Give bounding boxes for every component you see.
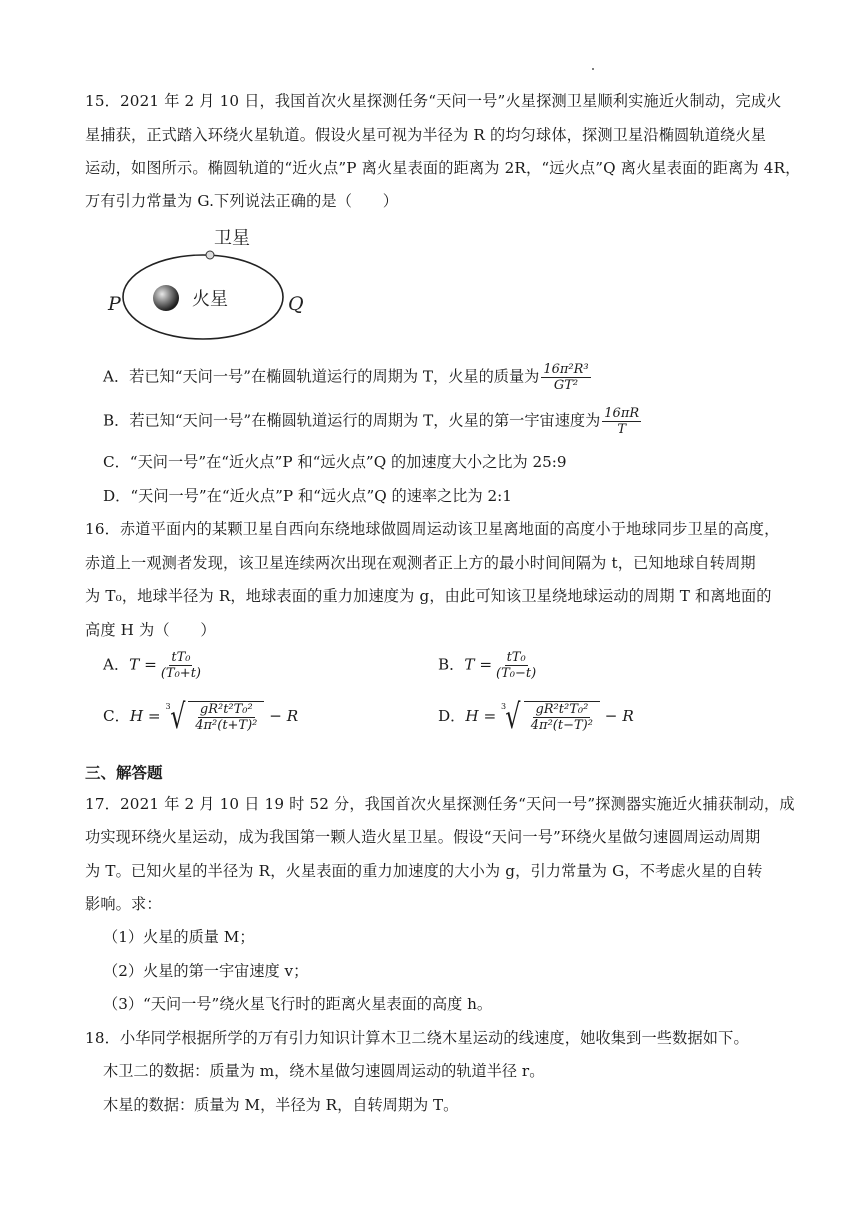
q15-option-a-fraction: [541, 362, 590, 393]
q15-line-1: 15．2021 年 2 月 10 日，我国首次火星探测任务“天问一号”火星探测卫星顺利实施近火制动，完成火: [85, 92, 782, 110]
fraction-denominator: GT²: [553, 378, 579, 393]
q16-line-4: 高度 H 为（ ）: [85, 621, 216, 639]
fraction-denominator: T: [617, 422, 627, 437]
formula-lhs: H =: [465, 707, 497, 725]
q16-line-3: 为 T₀，地球半径为 R，地球表面的重力加速度为 g，由此可知该卫星绕地球运动的周期 T 和离地面的: [85, 587, 772, 605]
fraction-numerator: gR²t²T₀²: [199, 702, 253, 717]
formula-lhs: H =: [129, 707, 161, 725]
formula-lhs: T =: [129, 655, 157, 674]
mars-icon: [153, 285, 179, 311]
fraction-numerator: 16π²R³: [543, 362, 589, 377]
q15-option-a-text: A．若已知“天问一号”在椭圆轨道运行的周期为 T，火星的质量为: [103, 367, 540, 386]
root-index: 3: [501, 702, 507, 711]
q-label: Q: [288, 293, 304, 315]
q16-option-b-fraction: [494, 650, 538, 681]
cube-root: [165, 697, 264, 737]
page-mark: [592, 68, 594, 70]
root-index: 3: [165, 702, 171, 711]
q16-option-d[interactable]: [438, 697, 634, 737]
q15-line-2: 星捕获，正式踏入环绕火星轨道。假设火星可视为半径为 R 的均匀球体，探测卫星沿椭圆轨道绕火星: [85, 126, 767, 144]
q17-line-3: 为 T。已知火星的半径为 R，火星表面的重力加速度的大小为 g，引力常量为 G，不考虑火星的自转: [85, 862, 763, 880]
q17-line-4: 影响。求：: [85, 895, 162, 913]
mars-label: 火星: [192, 289, 228, 310]
p-label: P: [108, 293, 121, 315]
radical-sign-icon: √: [169, 697, 185, 737]
q15-option-b-fraction: [602, 406, 641, 437]
option-label: C．: [103, 707, 130, 725]
q15-line-3: 运动，如图所示。椭圆轨道的“近火点”P 离火星表面的距离为 2R，“远火点”Q 离火星表面的距离为 4R，: [85, 159, 801, 177]
formula-rhs: − R: [269, 707, 299, 725]
q16-line-1: 16．赤道平面内的某颗卫星自西向东绕地球做圆周运动该卫星离地面的高度小于地球同步卫星的高度，: [85, 520, 780, 538]
q18-line-2: 木卫二的数据：质量为 m，绕木星做匀速圆周运动的轨道半径 r。: [103, 1062, 545, 1080]
fraction-denominator: 4π²(t+T)²: [195, 718, 258, 733]
q17-line-1: 17．2021 年 2 月 10 日 19 时 52 分，我国首次火星探测任务“天问一号”探测器实施近火捕获制动，成: [85, 795, 795, 813]
q17-part-2: （2）火星的第一宇宙速度 v；: [103, 962, 309, 980]
q16-line-2: 赤道上一观测者发现，该卫星连续两次出现在观测者正上方的最小时间间隔为 t，已知地球自转周期: [85, 554, 756, 572]
q18-line-3: 木星的数据：质量为 M，半径为 R，自转周期为 T。: [103, 1096, 459, 1114]
q15-option-a[interactable]: [103, 362, 593, 393]
cube-root: [501, 697, 600, 737]
q16-option-c-fraction: [193, 702, 259, 733]
section-heading: 三、解答题: [85, 763, 163, 782]
option-label: A．: [103, 655, 130, 674]
fraction-numerator: tT₀: [171, 650, 191, 665]
satellite-label: 卫星: [214, 228, 250, 249]
q15-option-b[interactable]: [103, 406, 643, 437]
q17-part-3: （3）“天问一号”绕火星飞行时的距离火星表面的高度 h。: [103, 995, 493, 1013]
fraction-numerator: gR²t²T₀²: [535, 702, 589, 717]
q16-option-d-fraction: [529, 702, 595, 733]
q15-option-b-text: B．若已知“天问一号”在椭圆轨道运行的周期为 T，火星的第一宇宙速度为: [103, 411, 601, 430]
fraction-numerator: tT₀: [506, 650, 526, 665]
formula-lhs: T =: [464, 655, 493, 674]
orbit-figure: [100, 222, 304, 347]
radical-sign-icon: √: [505, 697, 521, 737]
fraction-numerator: 16πR: [604, 406, 640, 421]
option-label: D．: [438, 707, 466, 725]
q17-part-1: （1）火星的质量 M；: [103, 928, 255, 946]
q16-option-c[interactable]: [103, 697, 299, 737]
formula-rhs: − R: [604, 707, 634, 725]
q16-option-a[interactable]: [103, 650, 205, 681]
q17-line-2: 功实现环绕火星运动，成为我国第一颗人造火星卫星。假设“天问一号”环绕火星做匀速圆周运动周期: [85, 828, 761, 846]
fraction-denominator: (T₀+t): [160, 666, 201, 681]
satellite-icon: [206, 251, 214, 259]
q16-option-b[interactable]: [438, 650, 540, 681]
q15-line-4: 万有引力常量为 G.下列说法正确的是（ ）: [85, 192, 399, 210]
q18-line-1: 18．小华同学根据所学的万有引力知识计算木卫二绕木星运动的线速度，她收集到一些数据如下。: [85, 1029, 749, 1047]
fraction-denominator: (T₀−t): [496, 666, 537, 681]
option-label: B．: [438, 655, 465, 674]
q16-option-a-fraction: [159, 650, 203, 681]
fraction-denominator: 4π²(t−T)²: [530, 718, 593, 733]
q15-option-d[interactable]: D．“天问一号”在“近火点”P 和“远火点”Q 的速率之比为 2:1: [103, 487, 512, 505]
q15-option-c[interactable]: C．“天问一号”在“近火点”P 和“远火点”Q 的加速度大小之比为 25:9: [103, 453, 567, 471]
